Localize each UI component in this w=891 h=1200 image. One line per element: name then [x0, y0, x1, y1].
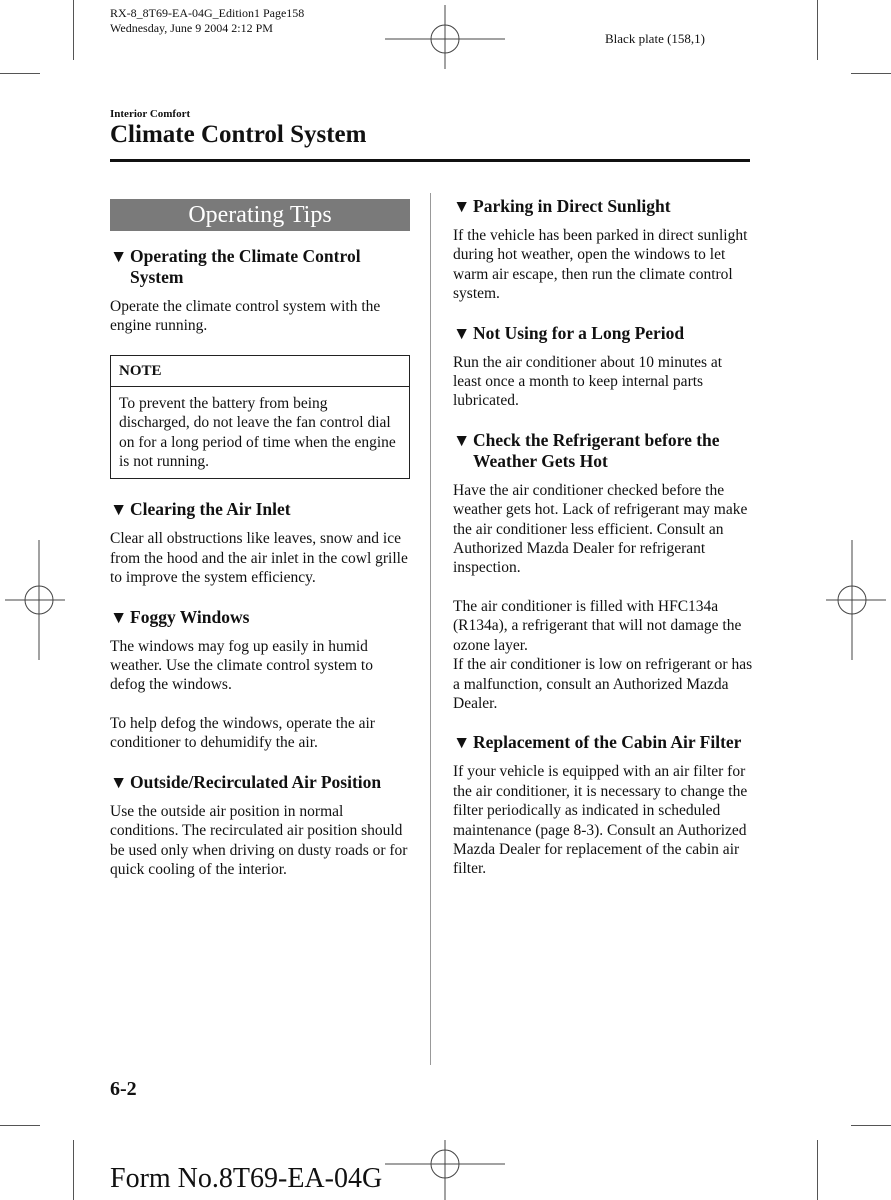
subheading [110, 772, 410, 793]
paragraph: Operate the climate control system with the engine running. [110, 298, 381, 335]
chapter-title: Climate Control System [110, 121, 367, 148]
paragraph: The air conditioner is filled with HFC134a (R134a), a refrigerant that will not damage the ozone layer. [453, 597, 742, 654]
crop-mark [851, 1125, 891, 1126]
subheading-text: Outside/Recirculated Air Position [130, 771, 382, 792]
paragraph: Have the air conditioner checked before the weather gets hot. Lack of refrigerant may make the air conditioner less efficient. Consult an Authorized Mazda Dealer for refrigerant inspection. [453, 481, 748, 577]
paragraph: If the vehicle has been parked in direct sunlight during hot weather, open the windows to let warm air escape, then run the climate control system. [453, 227, 748, 303]
left-column [110, 199, 410, 898]
crosshair-registration-icon [5, 540, 65, 660]
subheading [110, 499, 410, 520]
subheading-text: Clearing the Air Inlet [130, 499, 291, 520]
note-box [110, 355, 410, 480]
crop-mark [0, 73, 40, 74]
triangle-down-icon: ▼ [453, 732, 471, 753]
subheading-text: Operating the Climate Control System [130, 246, 361, 287]
note-body: To prevent the battery from being discharged, do not leave the fan control dial on for a long period of time when the engine is not running. [119, 394, 396, 471]
subheading [453, 430, 753, 472]
paragraph: Clear all obstructions like leaves, snow and ice from the hood and the air inlet in the cowl grille to improve the system efficiency. [110, 530, 408, 587]
paragraph: Run the air conditioner about 10 minutes at least once a month to keep internal parts lubricated. [453, 353, 723, 410]
crosshair-registration-icon [385, 1140, 505, 1200]
title-rule [110, 159, 750, 162]
section-banner: Operating Tips [110, 199, 410, 231]
subheading-text: Parking in Direct Sunlight [473, 196, 671, 216]
crop-mark [817, 0, 818, 60]
paragraph: The windows may fog up easily in humid weather. Use the climate control system to defog the windows. [110, 637, 373, 694]
subheading-text: Foggy Windows [130, 606, 250, 627]
paragraph: To help defog the windows, operate the air conditioner to dehumidify the air. [110, 714, 375, 752]
paragraph: Use the outside air position in normal conditions. The recirculated air position should be used only when driving on dusty roads or for quick cooling of the interior. [110, 802, 408, 878]
crop-mark [73, 0, 74, 60]
page-number: 6-2 [110, 1078, 137, 1100]
crop-mark [73, 1140, 74, 1200]
subheading [453, 196, 753, 217]
right-column [453, 196, 753, 898]
subheading [110, 246, 410, 288]
note-title: NOTE [111, 356, 409, 387]
subheading-text: Not Using for a Long Period [473, 322, 685, 343]
triangle-down-icon: ▼ [110, 246, 128, 266]
print-timestamp: Wednesday, June 9 2004 2:12 PM [110, 21, 273, 35]
triangle-down-icon: ▼ [453, 429, 471, 450]
crosshair-registration-icon [385, 5, 505, 69]
paragraph: If your vehicle is equipped with an air filter for the air conditioner, it is necessary to change the filter periodically as indicated in scheduled maintenance (page 8-3). Consult an Authorized Mazda Dealer for replacement of the cabin air filter. [453, 763, 748, 878]
subheading [453, 732, 753, 753]
column-divider [430, 193, 431, 1065]
subheading-text: Check the Refrigerant before the Weather Gets Hot [473, 429, 720, 471]
triangle-down-icon: ▼ [110, 499, 128, 520]
triangle-down-icon: ▼ [453, 322, 471, 343]
plate-label: Black plate (158,1) [605, 31, 705, 46]
form-number: Form No.8T69-EA-04G [110, 1163, 383, 1194]
crop-mark [851, 73, 891, 74]
paragraph: If the air conditioner is low on refrigerant or has a malfunction, consult an Authorized Mazda Dealer. [453, 656, 753, 712]
triangle-down-icon: ▼ [110, 606, 128, 627]
subheading-text: Replacement of the Cabin Air Filter [473, 732, 742, 753]
triangle-down-icon: ▼ [453, 196, 471, 216]
crosshair-registration-icon [826, 540, 886, 660]
subheading [110, 607, 410, 628]
section-label: Interior Comfort [110, 108, 191, 120]
print-metadata [110, 6, 304, 36]
subheading [453, 323, 753, 344]
crop-mark [0, 1125, 40, 1126]
triangle-down-icon: ▼ [110, 771, 128, 792]
crop-mark [817, 1140, 818, 1200]
print-file-info: RX-8_8T69-EA-04G_Edition1 Page158 [110, 6, 305, 20]
